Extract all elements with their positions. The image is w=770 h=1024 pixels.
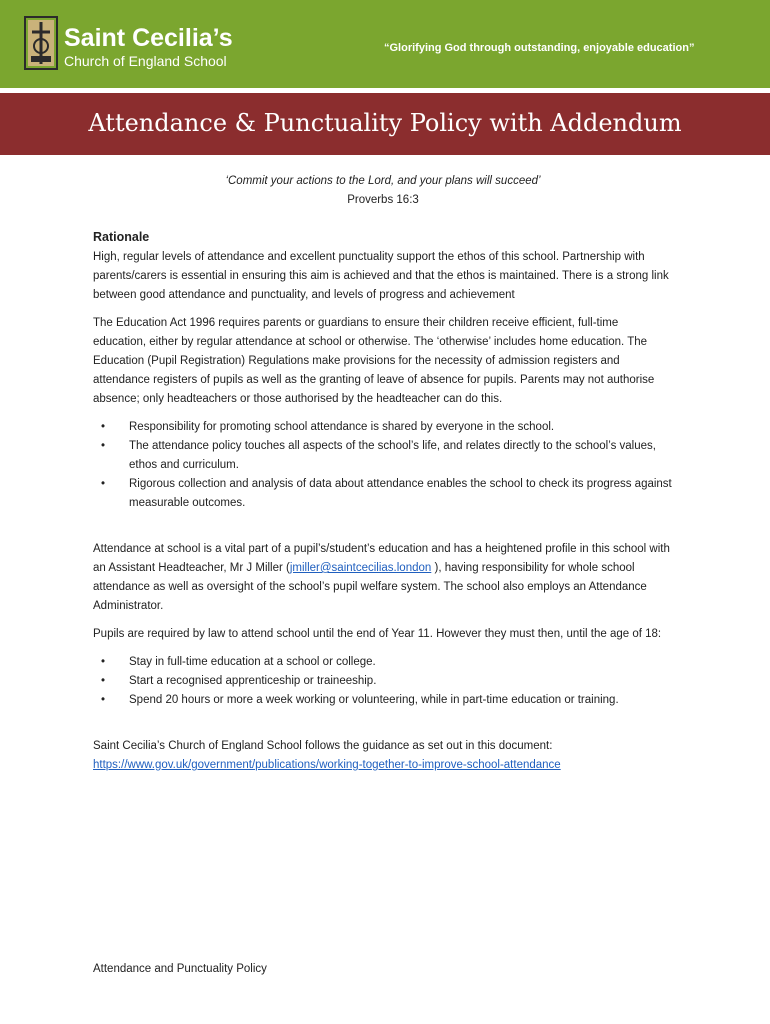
school-motto: “Glorifying God through outstanding, enjoyable education” xyxy=(384,42,695,54)
school-subtitle: Church of England School xyxy=(64,53,227,69)
school-crest-icon xyxy=(24,16,58,70)
page-title: Attendance & Punctuality Policy with Addendum xyxy=(88,109,682,137)
bible-quote: ‘Commit your actions to the Lord, and your plans will succeed’ xyxy=(225,175,541,187)
bible-reference: Proverbs 16:3 xyxy=(347,194,419,206)
header-banner xyxy=(0,0,770,88)
email-link[interactable]: jmiller@saintcecilias.london xyxy=(289,562,432,574)
bullet-list-2 xyxy=(93,653,673,710)
document-body xyxy=(93,172,673,784)
list-item: • Responsibility for promoting school attendance is shared by everyone in the school. xyxy=(129,418,673,437)
list-item: • Stay in full-time education at a school or college. xyxy=(129,653,673,672)
list-item: • The attendance policy touches all aspects of the school’s life, and relates directly to the school’s values, ethos and curriculum. xyxy=(129,437,673,475)
bullet-icon: • xyxy=(101,694,106,706)
guidance-link[interactable]: https://www.gov.uk/government/publications/working-together-to-improve-school-attendance xyxy=(93,759,561,771)
paragraph-5: Saint Cecilia’s Church of England School follows the guidance as set out in this document: https://www.gov.uk/government/publications/working-together-to-improve-school-attendance xyxy=(93,740,561,771)
bullet-icon: • xyxy=(101,421,106,433)
paragraph-2: The Education Act 1996 requires parents or guardians to ensure their children receive efficient, full-time education, either by regular attendance at school or otherwise. The ‘otherwise’ includes home education. The Education (Pupil Registration) Regulations make provisions for the necessity of admission registers and attendance registers of pupils as well as the granting of leave of absence for pupils. Parents may not authorise absence; only headteachers or those authorised by the headteacher can do this. xyxy=(93,317,655,405)
paragraph-1: High, regular levels of attendance and excellent punctuality support the ethos of this school. Partnership with parents/carers is essential in ensuring this aim is achieved and that the ethos is maintained. There is a strong link between good attendance and punctuality, and levels of progress and achievement xyxy=(93,251,669,301)
bullet-icon: • xyxy=(101,675,106,687)
list-item: • Rigorous collection and analysis of data about attendance enables the school to check its progress against measurable outcomes. xyxy=(129,475,673,513)
page-footer: Attendance and Punctuality Policy xyxy=(93,963,267,975)
list-item: • Spend 20 hours or more a week working or volunteering, while in part-time education or training. xyxy=(129,691,673,710)
paragraph-3: Attendance at school is a vital part of a pupil’s/student’s education and has a heightened profile in this school with an Assistant Headteacher, Mr J Miller (jmiller@saintcecilias.london ), having responsibility for whole school attendance as well as oversight of the school’s pupil welfare system. The school also employs an Attendance Administrator. xyxy=(93,543,670,612)
section-heading-rationale: Rationale xyxy=(93,230,150,244)
list-item: • Start a recognised apprenticeship or traineeship. xyxy=(129,672,673,691)
paragraph-4: Pupils are required by law to attend school until the end of Year 11. However they must then, until the age of 18: xyxy=(93,628,662,640)
school-name: Saint Cecilia’s xyxy=(64,24,233,52)
bullet-list-1 xyxy=(93,418,673,513)
bullet-icon: • xyxy=(101,478,106,490)
bullet-icon: • xyxy=(101,656,106,668)
bullet-icon: • xyxy=(101,440,106,452)
